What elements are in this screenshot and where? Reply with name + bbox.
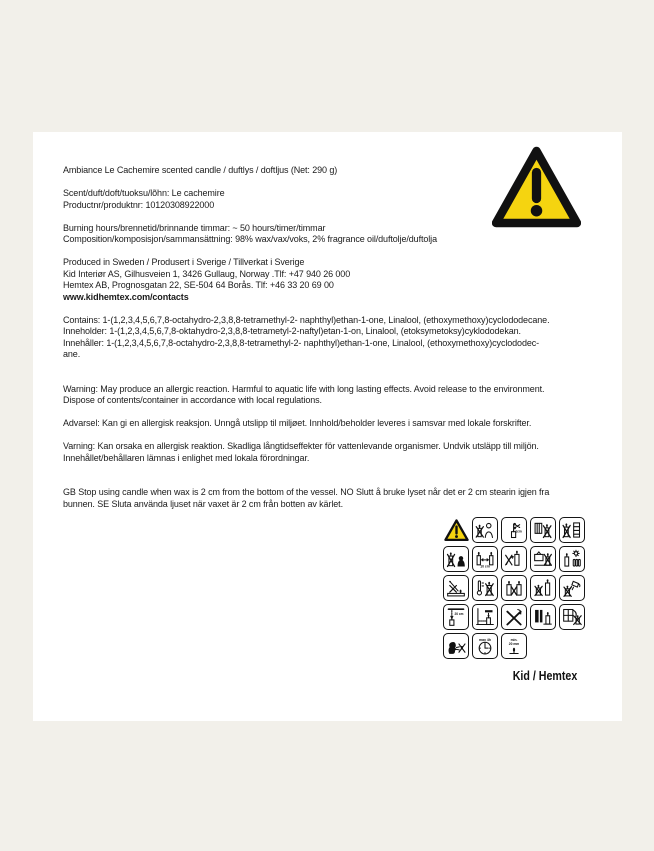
usage-instructions-line-0: GB Stop using candle when wax is 2 cm from the bottom of the vessel. NO Slutt å bruke lyset når det er 2 cm stearin igjen fra	[63, 487, 550, 497]
usage-instructions	[63, 487, 610, 510]
producer-addresses-line-0: Produced in Sweden / Produsert i Sverige / Tillverkat i Sverige	[63, 257, 305, 267]
keep-candles-apart-icon	[472, 546, 498, 572]
contains-statements	[63, 315, 610, 361]
warning-statement-en	[63, 384, 610, 407]
contains-statements-line-2: Innehåller: 1-(1,2,3,4,5,6,7,8-octahydro-2,3,8,8-tetramethyl-2- naphthyl)ethan-1-one, Linalool, (ethoxymethoxy)cyclododec-	[63, 337, 540, 348]
website-text-line-0: www.kidhemtex.com/contacts	[63, 291, 189, 302]
svg-text:10 cm: 10 cm	[480, 564, 490, 569]
burn-max-4-hours-icon	[472, 633, 498, 659]
do-not-place-on-electronics-icon	[530, 546, 556, 572]
contains-statements-line-3: ane.	[63, 349, 81, 359]
burning-composition-info-line-0: Burning hours/brennetid/brinnande timmar: ~ 50 hours/timer/timmar	[63, 222, 326, 233]
svg-text:max 4h: max 4h	[478, 638, 492, 642]
do-not-use-sharp-objects-icon	[501, 604, 527, 630]
svg-text:20 cm: 20 cm	[454, 611, 464, 616]
producer-addresses	[63, 257, 610, 292]
pictogram-grid	[443, 517, 585, 659]
keep-away-from-heat-sources-icon	[559, 546, 585, 572]
usage-instructions-line-1: bunnen. SE Sluta använda ljuset när vaxet är 2 cm från botten av kärlet.	[63, 498, 343, 509]
scent-product-info-line-0: Scent/duft/doft/tuoksu/lõhn: Le cachemire	[63, 188, 225, 198]
do-not-place-candles-close-together-icon	[501, 575, 527, 601]
do-not-burn-near-combustibles-icon	[559, 517, 585, 543]
warning-triangle-icon	[443, 517, 469, 543]
min-20mm-icon	[501, 633, 527, 659]
producer-addresses-line-1: Kid Interiør AS, Gilhusveien 1, 3426 Gullaug, Norway .Tlf: +47 940 26 000	[63, 268, 351, 279]
contains-statements-line-0: Contains: 1-(1,2,3,4,5,6,7,8-octahydro-2,3,8,8-tetramethyl-2- naphthyl)ethan-1-one, Linalool, (ethoxymethoxy)cyclododecane.	[63, 314, 550, 325]
warning-statement-se-line-1: Innehållet/behållaren lämnas i enlighet med lokala förordningar.	[63, 452, 310, 463]
placement-distance-icon	[472, 604, 498, 630]
warning-statement-en-line-0: Warning: May produce an allergic reaction. Harmful to aquatic life with long lasting effects. Avoid release to the environment.	[63, 383, 545, 394]
scent-product-info-line-1: Productnr/produktnr: 10120308922000	[63, 199, 215, 210]
warning-statement-se-line-0: Varning: Kan orsaka en allergisk reaktion. Skadliga långtidseffekter för vattenlevande organismer. Undvik utsläpp till miljön.	[63, 441, 539, 451]
keep-away-from-drafts-window-icon	[559, 604, 585, 630]
warning-statement-no	[63, 418, 610, 430]
warning-statement-en-line-1: Dispose of contents/container in accordance with local regulations.	[63, 395, 322, 405]
do-not-move-burning-candle-icon	[501, 546, 527, 572]
do-not-place-near-heat-icon	[472, 575, 498, 601]
burning-composition-info-line-1: Composition/komposisjon/sammansättning: 98% wax/vax/voks, 2% fragrance oil/duftolje/duftolja	[63, 234, 437, 244]
do-not-extinguish-with-water-icon	[559, 575, 585, 601]
warning-statement-se	[63, 441, 610, 464]
label-card	[33, 132, 622, 721]
keep-away-from-children-and-pets-icon	[443, 546, 469, 572]
trim-wick-icon	[501, 517, 527, 543]
keep-distance-above-candle-icon	[443, 604, 469, 630]
brand-logo-text: Kid / Hemtex	[512, 668, 578, 683]
website-text	[63, 292, 610, 304]
never-leave-burning-candle-unattended-icon	[472, 517, 498, 543]
keep-away-from-flammable-objects-icon	[530, 517, 556, 543]
keep-away-from-curtains-icon	[530, 604, 556, 630]
do-not-blow-out-candle-icon	[443, 633, 469, 659]
svg-text:20 mm: 20 mm	[508, 642, 520, 646]
warning-statement-no-line-0: Advarsel: Kan gi en allergisk reaksjon. Unngå utslipp til miljøet. Innhold/beholder leveres i samsvar med lokale forskrifter.	[63, 418, 532, 428]
svg-text:min.: min.	[510, 638, 518, 642]
producer-addresses-line-2: Hemtex AB, Prognosgatan 22, SE-504 64 Borås. Tlf: +46 33 20 69 00	[63, 280, 334, 290]
product-title-line-0: Ambiance Le Cachemire scented candle / duftlys / doftljus (Net: 290 g)	[63, 165, 338, 175]
do-not-drop-objects-into-candle-icon	[443, 575, 469, 601]
svg-text:1cm: 1cm	[515, 529, 522, 534]
contains-statements-line-1: Inneholder: 1-(1,2,3,4,5,6,7,8-oktahydro-2,3,8,8-tetrametyl-2-naftyl)etan-1-on, Linalool, (etoksymetoksy)cyklododekan.	[63, 326, 521, 336]
hazard-warning-triangle-icon	[492, 143, 581, 231]
do-not-burn-candle-to-the-end-icon	[530, 575, 556, 601]
